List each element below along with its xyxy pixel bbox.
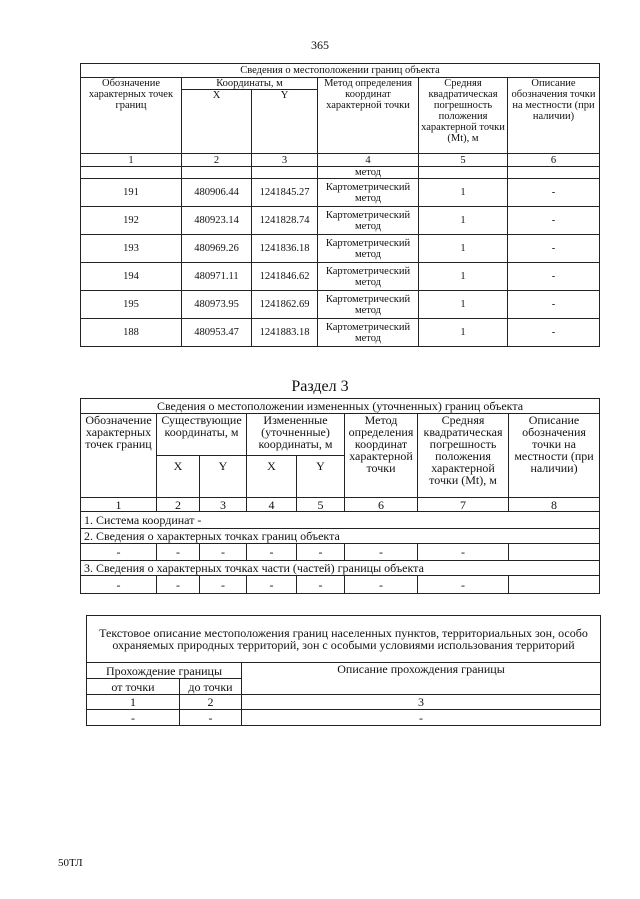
boundary-location-table xyxy=(80,63,600,347)
method-value: Картометрический метод xyxy=(318,263,419,291)
header-from-point: от точки xyxy=(87,679,180,695)
header-changed-coords: Измененные (уточненные) координаты, м xyxy=(247,414,345,456)
empty-value: - xyxy=(345,576,418,594)
col-number: 1 xyxy=(87,695,180,710)
section-3-heading: Раздел 3 xyxy=(291,378,349,395)
col-number: 2 xyxy=(182,154,252,167)
header-to-point: до точки xyxy=(180,679,242,695)
table-row xyxy=(81,291,600,319)
point-id: 188 xyxy=(81,319,182,347)
mt-value: 1 xyxy=(419,291,508,319)
empty-value: - xyxy=(157,544,200,561)
col-number: 6 xyxy=(508,154,600,167)
header-existing-coords: Существующие координаты, м xyxy=(157,414,247,456)
mt-value: 1 xyxy=(419,263,508,291)
header-x: X xyxy=(182,90,252,154)
empty-value: - xyxy=(418,544,509,561)
page-number: 365 xyxy=(311,38,329,52)
col-number: 3 xyxy=(242,695,601,710)
empty-value: - xyxy=(81,544,157,561)
empty-value: - xyxy=(247,544,297,561)
method-value: Картометрический метод xyxy=(318,291,419,319)
point-id: 191 xyxy=(81,179,182,207)
table-row xyxy=(81,544,600,561)
col-number: 1 xyxy=(81,498,157,512)
col-number: 3 xyxy=(200,498,247,512)
y-value: 1241846.62 xyxy=(252,263,318,291)
header-description: Описание обозначения точки на местности (при наличии) xyxy=(509,414,600,498)
y-value: 1241883.18 xyxy=(252,319,318,347)
method-value: Картометрический метод xyxy=(318,207,419,235)
table-row xyxy=(81,319,600,347)
boundary-points-line: 2. Сведения о характерных точках границ объекта xyxy=(81,529,600,544)
table-row xyxy=(81,576,600,594)
col-number: 3 xyxy=(252,154,318,167)
table-row xyxy=(87,710,601,726)
footer-code: 50ТЛ xyxy=(58,857,83,869)
header-designation: Обозначение характерных точек границ xyxy=(81,78,182,154)
mt-value: 1 xyxy=(419,207,508,235)
col-number: 4 xyxy=(318,154,419,167)
header-x: X xyxy=(157,456,200,498)
mt-value: 1 xyxy=(419,319,508,347)
col-number: 2 xyxy=(180,695,242,710)
changed-boundaries-table xyxy=(80,398,600,594)
x-value: 480923.14 xyxy=(182,207,252,235)
desc-value: - xyxy=(508,207,600,235)
header-accuracy: Средняя квадратическая погрешность положения характерной точки (Mt), м xyxy=(419,78,508,154)
col-number: 5 xyxy=(297,498,345,512)
empty-value: - xyxy=(200,576,247,594)
header-y: Y xyxy=(297,456,345,498)
table3-title: Текстовое описание местоположения границ населенных пунктов, территориальных зон, особо охраняемых природных территорий, зон с особыми условиями использования территорий xyxy=(87,616,601,663)
empty-value: - xyxy=(297,576,345,594)
empty-value: - xyxy=(200,544,247,561)
empty-value: - xyxy=(247,576,297,594)
empty-value: - xyxy=(242,710,601,726)
header-accuracy: Средняя квадратическая погрешность положения характерной точки (Mt), м xyxy=(418,414,509,498)
boundary-text-description-table xyxy=(86,615,601,726)
desc-value: - xyxy=(508,319,600,347)
col-number: 4 xyxy=(247,498,297,512)
col-number: 5 xyxy=(419,154,508,167)
empty-value: - xyxy=(345,544,418,561)
desc-value: - xyxy=(508,291,600,319)
col-number: 2 xyxy=(157,498,200,512)
empty-value: - xyxy=(418,576,509,594)
x-value: 480973.95 xyxy=(182,291,252,319)
table-row xyxy=(81,263,600,291)
part-boundary-points-line: 3. Сведения о характерных точках части (частей) границы объекта xyxy=(81,561,600,576)
empty-value: - xyxy=(157,576,200,594)
x-value: 480906.44 xyxy=(182,179,252,207)
y-value: 1241836.18 xyxy=(252,235,318,263)
col-number: 1 xyxy=(81,154,182,167)
x-value: 480971.11 xyxy=(182,263,252,291)
y-value: 1241862.69 xyxy=(252,291,318,319)
col-number: 8 xyxy=(509,498,600,512)
point-id: 194 xyxy=(81,263,182,291)
point-id: 193 xyxy=(81,235,182,263)
header-y: Y xyxy=(200,456,247,498)
header-passage: Прохождение границы xyxy=(87,663,242,679)
table-row xyxy=(81,179,600,207)
desc-value: - xyxy=(508,235,600,263)
method-value: Картометрический метод xyxy=(318,179,419,207)
desc-value: - xyxy=(508,263,600,291)
table1-title: Сведения о местоположении границ объекта xyxy=(81,64,600,78)
x-value: 480969.26 xyxy=(182,235,252,263)
continuation-text: метод xyxy=(318,167,419,179)
header-method: Метод определения координат характерной точки xyxy=(318,78,419,154)
point-id: 195 xyxy=(81,291,182,319)
empty-value: - xyxy=(81,576,157,594)
header-designation: Обозначение характерных точек границ xyxy=(81,414,157,498)
col-number: 7 xyxy=(418,498,509,512)
coordinate-system-line: 1. Система координат - xyxy=(81,512,600,529)
header-coordinates: Координаты, м xyxy=(182,78,318,90)
mt-value: 1 xyxy=(419,235,508,263)
table-row xyxy=(81,207,600,235)
empty-value: - xyxy=(87,710,180,726)
desc-value: - xyxy=(508,179,600,207)
method-value: Картометрический метод xyxy=(318,235,419,263)
header-x: X xyxy=(247,456,297,498)
mt-value: 1 xyxy=(419,179,508,207)
method-value: Картометрический метод xyxy=(318,319,419,347)
y-value: 1241828.74 xyxy=(252,207,318,235)
section3-title: Сведения о местоположении измененных (уточненных) границ объекта xyxy=(81,399,600,414)
y-value: 1241845.27 xyxy=(252,179,318,207)
empty-value: - xyxy=(297,544,345,561)
header-y: Y xyxy=(252,90,318,154)
header-description: Описание обозначения точки на местности (при наличии) xyxy=(508,78,600,154)
x-value: 480953.47 xyxy=(182,319,252,347)
table-row xyxy=(81,235,600,263)
header-method: Метод определения координат характерной точки xyxy=(345,414,418,498)
empty-value: - xyxy=(180,710,242,726)
point-id: 192 xyxy=(81,207,182,235)
header-passage-description: Описание прохождения границы xyxy=(242,663,601,695)
col-number: 6 xyxy=(345,498,418,512)
